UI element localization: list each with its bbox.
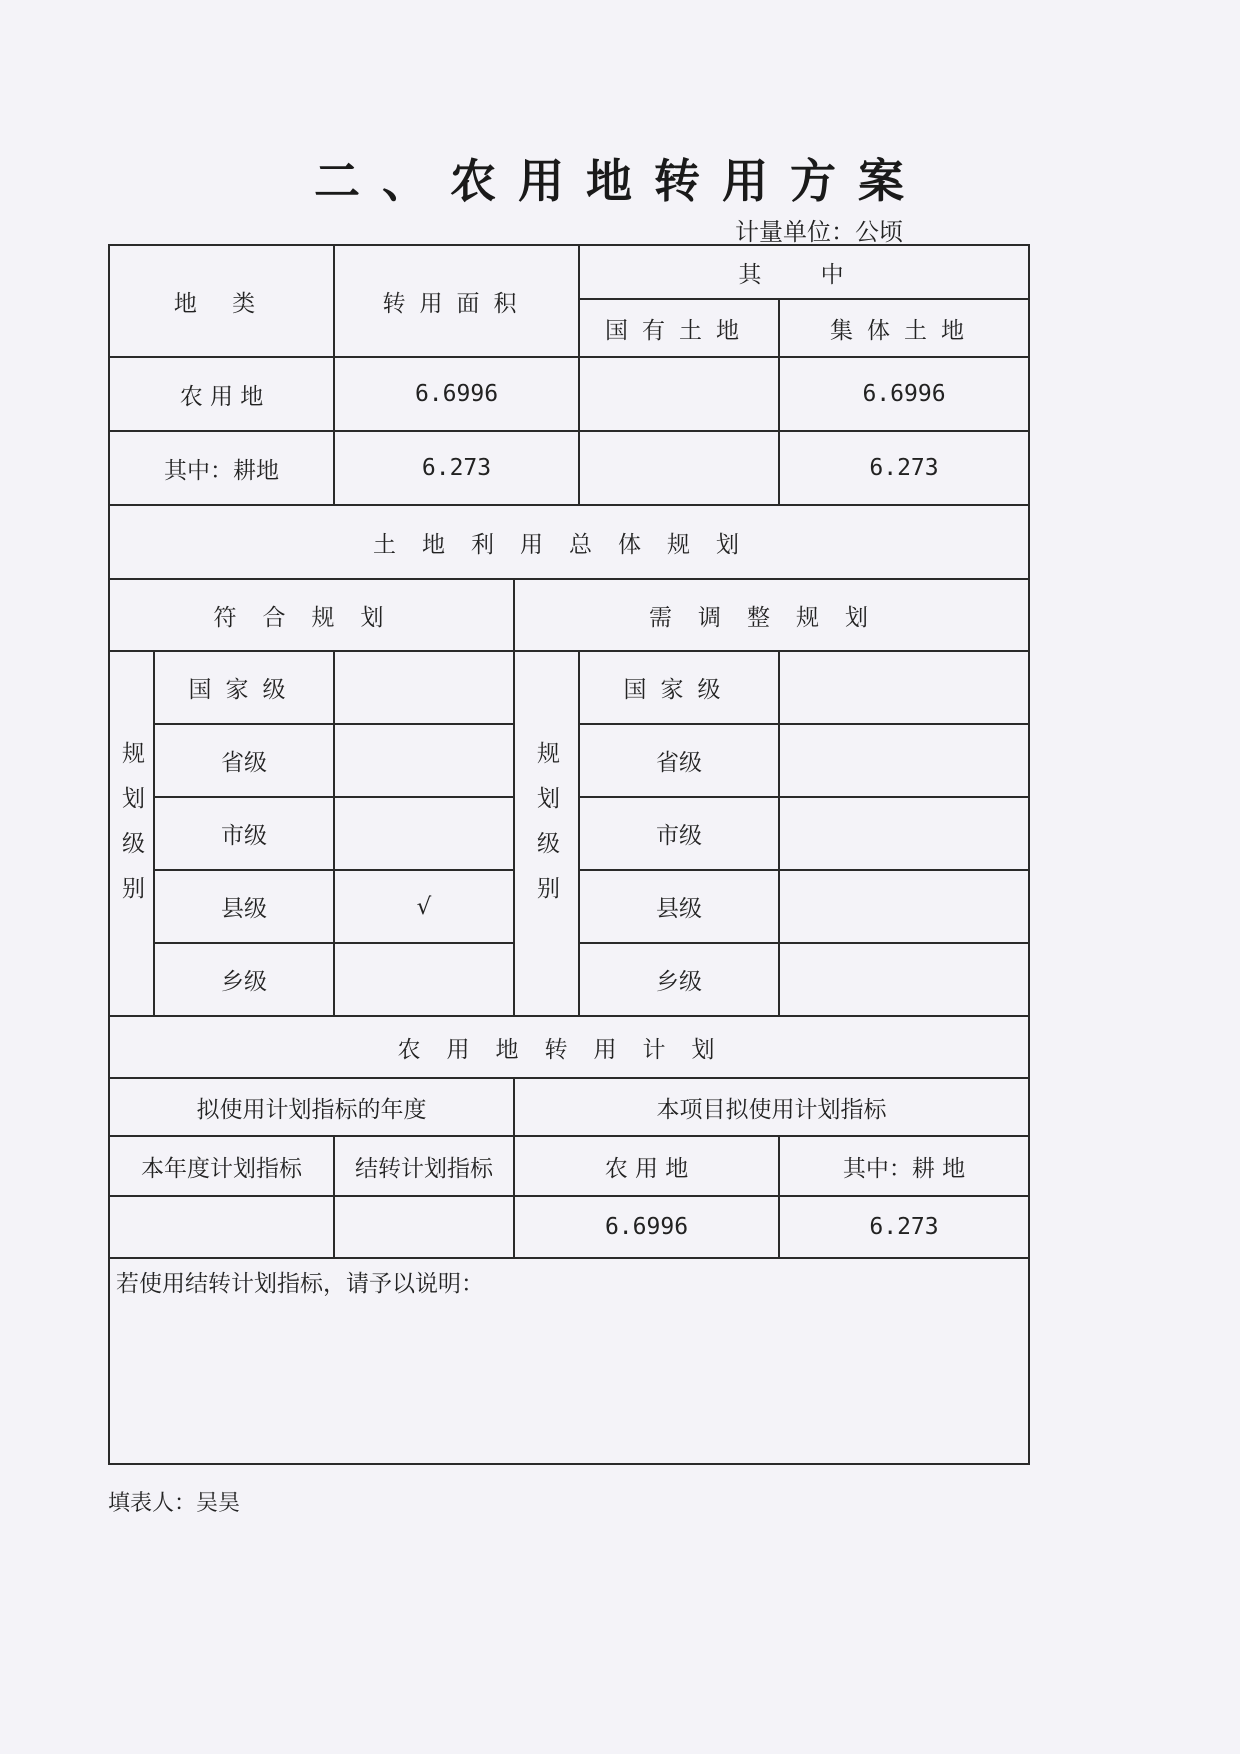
row-label: 农 用 地: [109, 357, 334, 431]
header-state-land: 国有土地: [579, 299, 779, 357]
conversion-plan-table: [108, 244, 1030, 1465]
level-name: 乡级: [579, 943, 779, 1016]
row-area: 6.6996: [334, 357, 579, 431]
level-name: 乡级: [154, 943, 334, 1016]
page-title: 二、农用地转用方案: [314, 154, 926, 208]
level-name: 省级: [154, 724, 334, 797]
quota-section-title: 农用地转用计划: [109, 1016, 1029, 1078]
level-adjust-cell: [779, 943, 1029, 1016]
note-label: 若使用结转计划指标，请予以说明：: [116, 1271, 484, 1297]
plan-section-title: 土地利用总体规划: [109, 505, 1029, 579]
quota-cultivated-header: 其中：耕 地: [779, 1136, 1029, 1196]
level-conform-cell: [334, 651, 514, 724]
header-area: 转用面积: [334, 245, 579, 357]
level-name: 市级: [154, 797, 334, 870]
row-collective: 6.6996: [779, 357, 1029, 431]
carryover-note-field[interactable]: [109, 1258, 1029, 1464]
quota-carryover-value: [334, 1196, 514, 1258]
quota-farmland-header: 农 用 地: [514, 1136, 779, 1196]
plan-level-label-left: 规划级别: [109, 651, 154, 1016]
level-name: 省级: [579, 724, 779, 797]
level-name: 县级: [154, 870, 334, 943]
form-filler: 填表人：吴昊: [108, 1491, 241, 1516]
level-adjust-cell: [779, 651, 1029, 724]
quota-carryover-header: 结转计划指标: [334, 1136, 514, 1196]
plan-adjust-header: 需调整规划: [514, 579, 1029, 651]
plan-conform-header: 符合规划: [109, 579, 514, 651]
header-of-which: 其 中: [579, 245, 1029, 299]
quota-year-header: 拟使用计划指标的年度: [109, 1078, 514, 1136]
row-collective: 6.273: [779, 431, 1029, 505]
level-adjust-cell: [779, 724, 1029, 797]
quota-current-year-value: [109, 1196, 334, 1258]
quota-current-year-header: 本年度计划指标: [109, 1136, 334, 1196]
level-adjust-cell: [779, 870, 1029, 943]
level-adjust-cell: [779, 797, 1029, 870]
level-name: 县级: [579, 870, 779, 943]
level-name: 国家级: [154, 651, 334, 724]
level-conform-cell: [334, 943, 514, 1016]
unit-label: 计量单位：公顷: [735, 218, 903, 246]
level-name: 市级: [579, 797, 779, 870]
row-state: [579, 431, 779, 505]
row-label: 其中：耕地: [109, 431, 334, 505]
plan-level-label-right: 规划级别: [514, 651, 579, 1016]
header-land-type: 地 类: [109, 245, 334, 357]
level-conform-cell: √: [334, 870, 514, 943]
row-state: [579, 357, 779, 431]
quota-project-header: 本项目拟使用计划指标: [514, 1078, 1029, 1136]
quota-farmland-value: 6.6996: [514, 1196, 779, 1258]
level-conform-cell: [334, 797, 514, 870]
header-collective-land: 集体土地: [779, 299, 1029, 357]
quota-cultivated-value: 6.273: [779, 1196, 1029, 1258]
level-conform-cell: [334, 724, 514, 797]
level-name: 国家级: [579, 651, 779, 724]
row-area: 6.273: [334, 431, 579, 505]
